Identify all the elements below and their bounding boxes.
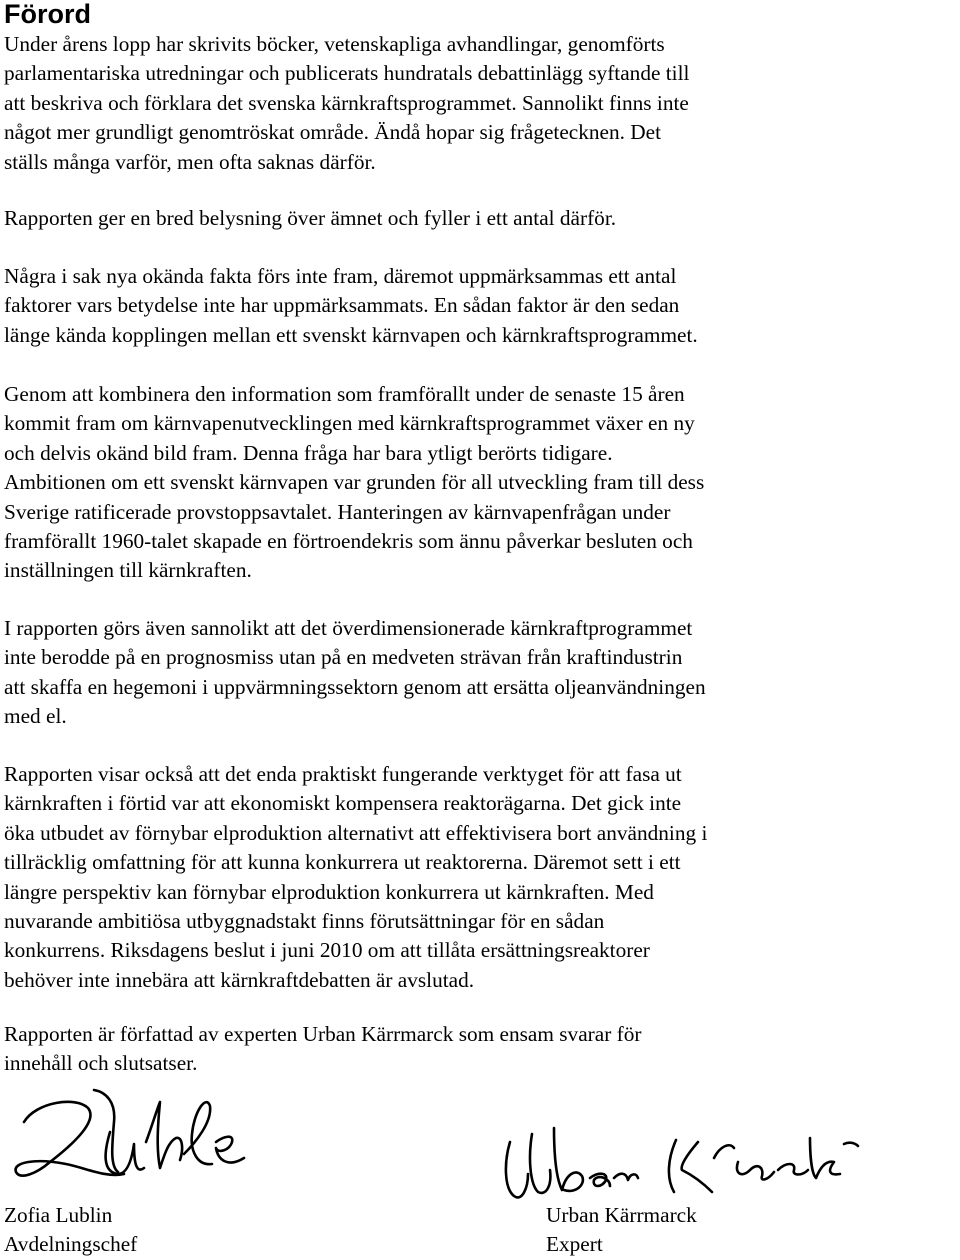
text-line: ställs många varför, men ofta saknas därför. <box>4 149 376 174</box>
page-title: Förord <box>4 0 91 29</box>
text-line: framförallt 1960-talet skapade en förtroendekris som ännu påverkar besluten och <box>4 529 693 554</box>
text-line: något mer grundligt genomtröskat område. Ändå hopar sig frågetecknen. Det <box>4 120 662 145</box>
text-line: Under årens lopp har skrivits böcker, vetenskapliga avhandlingar, genomförts <box>4 32 665 56</box>
text-line: längre perspektiv kan förnybar elproduktion konkurrera ut kärnkraften. Med <box>4 879 654 904</box>
text-line: inställningen till kärnkraften. <box>4 558 252 583</box>
text-line: öka utbudet av förnybar elproduktion alternativt att effektivisera bort användning i <box>4 820 708 845</box>
signer-2-name: Urban Kärrmarck <box>546 1203 697 1227</box>
text-line: konkurrens. Riksdagens beslut i juni 2010 om att tillåta ersättningsreaktorer <box>4 938 650 963</box>
text-line: att beskriva och förklara det svenska kärnkraftsprogrammet. Sannolikt finns inte <box>4 90 689 115</box>
text-line: nuvarande ambitiösa utbyggnadstakt finns förutsättningar för en sådan <box>4 909 605 934</box>
text-line: Rapporten är författad av experten Urban Kärrmarck som ensam svarar för <box>4 1022 642 1046</box>
text-line: Rapporten visar också att det enda praktiskt fungerande verktyget för att fasa ut <box>4 762 682 786</box>
signature-zofia-lublin <box>6 1082 266 1202</box>
paragraph <box>4 204 616 233</box>
signer-1-role: Avdelningschef <box>4 1232 138 1256</box>
signer-1-name: Zofia Lublin <box>4 1203 113 1227</box>
text-line: innehåll och slutsatser. <box>4 1051 198 1076</box>
paragraph <box>4 30 689 177</box>
text-line: och delvis okänd bild fram. Denna fråga har bara ytligt berörts tidigare. <box>4 440 613 465</box>
text-line: tillräcklig omfattning för att kunna konkurrera ut reaktorerna. Däremot sett i ett <box>4 850 681 875</box>
signature-urban-karrmarck <box>498 1118 878 1208</box>
text-line: Några i sak nya okända fakta förs inte fram, däremot uppmärksammas ett antal <box>4 264 677 288</box>
text-line: länge kända kopplingen mellan ett svenskt kärnvapen och kärnkraftsprogrammet. <box>4 322 698 347</box>
text-line: parlamentariska utredningar och publicerats hundratals debattinlägg syftande till <box>4 61 690 86</box>
text-line: behöver inte innebära att kärnkraftdebatten är avslutad. <box>4 967 475 992</box>
text-line: Sverige ratificerade provstoppsavtalet. Hanteringen av kärnvapenfrågan under <box>4 499 671 524</box>
text-line: att skaffa en hegemoni i uppvärmningssektorn genom att ersätta oljeanvändningen <box>4 674 706 699</box>
text-line: kärnkraften i förtid var att ekonomiskt kompensera reaktorägarna. Det gick inte <box>4 791 682 816</box>
paragraph <box>4 760 707 995</box>
paragraph <box>4 262 698 350</box>
signer-2-role: Expert <box>546 1232 603 1256</box>
paragraph <box>4 614 706 732</box>
paragraph <box>4 380 704 586</box>
text-line: med el. <box>4 704 67 729</box>
text-line: I rapporten görs även sannolikt att det överdimensionerade kärnkraftprogrammet <box>4 616 693 640</box>
text-line: kommit fram om kärnvapenutvecklingen med kärnkraftsprogrammet växer en ny <box>4 411 695 436</box>
text-line: Ambitionen om ett svenskt kärnvapen var grunden för all utveckling fram till dess <box>4 470 705 495</box>
text-line: Rapporten ger en bred belysning över ämnet och fyller i ett antal därför. <box>4 206 617 230</box>
paragraph <box>4 1020 641 1079</box>
text-line: inte berodde på en prognosmiss utan på en medveten strävan från kraftindustrin <box>4 645 683 670</box>
text-line: faktorer vars betydelse inte har uppmärksammats. En sådan faktor är den sedan <box>4 293 680 318</box>
text-line: Genom att kombinera den information som framförallt under de senaste 15 åren <box>4 382 685 406</box>
